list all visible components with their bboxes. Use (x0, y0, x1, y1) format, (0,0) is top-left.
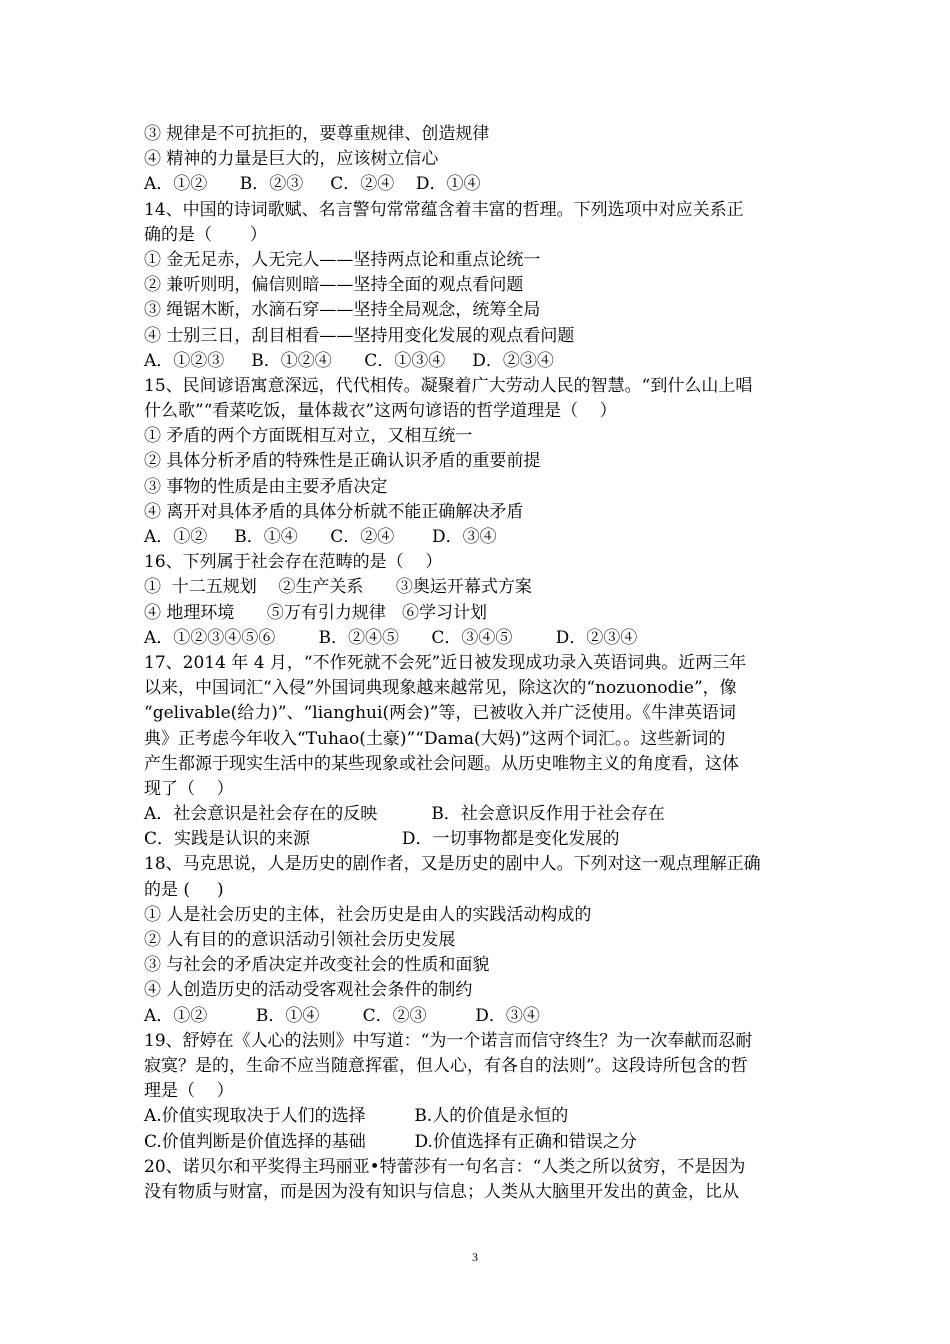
text-line: ② 具体分析矛盾的特殊性是正确认识矛盾的重要前提 (144, 451, 541, 472)
text-line: ③ 绳锯木断，水滴石穿——坚持全局观念，统筹全局 (144, 300, 541, 321)
text-line: 17、2014 年 4 月，“不作死就不会死”近日被发现成功录入英语词典。近两三年 (144, 652, 747, 673)
page-number: 3 (472, 1250, 478, 1264)
text-line: A．社会意识是社会存在的反映 B．社会意识反作用于社会存在 (144, 804, 665, 825)
text-line: A．①②③ B．①②④ C．①③④ D．②③④ (144, 350, 554, 371)
text-line: 典》正考虑今年收入“Tuhao(土豪)”“Dama(大妈)”这两个词汇。。这些新词的 (144, 728, 726, 749)
text-line: ① 十二五规划 ②生产关系 ③奥运开幕式方案 (144, 577, 532, 598)
text-line: 没有物质与财富，而是因为没有知识与信息；人类从大脑里开发出的黄金，比从 (144, 1181, 739, 1202)
text-line: ③ 事物的性质是由主要矛盾决定 (144, 476, 388, 497)
text-line: ③ 规律是不可抗拒的，要尊重规律、创造规律 (144, 124, 490, 144)
text-line: ④ 离开对具体矛盾的具体分析就不能正确解决矛盾 (144, 501, 524, 522)
text-line: ④ 人创造历史的活动受客观社会条件的制约 (144, 980, 473, 1001)
text-line: 18、马克思说，人是历史的剧作者，又是历史的剧中人。下列对这一观点理解正确 (144, 854, 761, 875)
text-line: 的是 ( ) (144, 879, 224, 900)
text-line: A．①② B．①④ C．②③ D．③④ (144, 1005, 540, 1026)
text-line: 20、诺贝尔和平奖得主玛丽亚•特蕾莎有一句名言：“人类之所以贫穷，不是因为 (144, 1156, 746, 1177)
text-line: 以来，中国词汇“入侵”外国词典现象越来越常见，除这次的“nozuonodie”，像 (144, 678, 737, 699)
text-line: ① 金无足赤，人无完人——坚持两点论和重点论统一 (144, 249, 541, 270)
text-line: ② 人有目的的意识活动引领社会历史发展 (144, 930, 456, 950)
text-line: ④ 地理环境 ⑤万有引力规律 ⑥学习计划 (144, 602, 488, 623)
text-line: A．①② B．②③ C．②④ D．①④ (144, 174, 481, 195)
text-line: A．①②③④⑤⑥ B．②④⑤ C．③④⑤ D．②③④ (144, 627, 638, 648)
page-content (144, 122, 812, 1205)
text-line: 寂寞？是的，生命不应当随意挥霍，但人心，有各自的法则”。这段诗所包含的哲 (144, 1055, 748, 1076)
text-line: 理是（ ） (144, 1081, 234, 1102)
text-line: A.价值实现取决于人们的选择 B.人的价值是永恒的 (144, 1106, 569, 1127)
text-line: 15、民间谚语寓意深远，代代相传。凝聚着广大劳动人民的智慧。“到什么山上唱 (144, 375, 753, 396)
text-line: ④ 士别三日，刮目相看——坚持用变化发展的观点看问题 (144, 325, 575, 346)
text-line: 产生都源于现实生活中的某些现象或社会问题。从历史唯物主义的角度看，这体 (144, 753, 739, 774)
text-line: ④ 精神的力量是巨大的，应该树立信心 (144, 149, 439, 170)
text-line: 什么歌”“看菜吃饭，量体裁衣”这两句谚语的哲学道理是（ ） (144, 401, 617, 422)
text-line: ① 矛盾的两个方面既相互对立，又相互统一 (144, 426, 473, 447)
text-line: 16、下列属于社会存在范畴的是（ ） (144, 552, 443, 573)
text-line: 19、舒婷在《人心的法则》中写道：“为一个诺言而信守终生？为一次奉献而忍耐 (144, 1030, 753, 1051)
text-line: 确的是（ ） (144, 224, 267, 245)
text-line: 现了（ ） (144, 778, 234, 799)
text-line: 14、中国的诗词歌赋、名言警句常常蕴含着丰富的哲理。下列选项中对应关系正 (144, 199, 744, 220)
text-line: ① 人是社会历史的主体，社会历史是由人的实践活动构成的 (144, 904, 592, 925)
text-line: C.价值判断是价值选择的基础 D.价值选择有正确和错误之分 (144, 1131, 637, 1152)
text-line: ② 兼听则明，偏信则暗——坚持全面的观点看问题 (144, 275, 524, 296)
text-line: C．实践是认识的来源 D．一切事物都是变化发展的 (144, 829, 620, 850)
text-line: “gelivable(给力)”、“lianghui(两会)”等，已被收入并广泛使用。《牛津英语词 (144, 703, 736, 724)
text-line: A．①② B．①④ C．②④ D．③④ (144, 527, 497, 547)
text-line: ③ 与社会的矛盾决定并改变社会的性质和面貌 (144, 955, 490, 976)
